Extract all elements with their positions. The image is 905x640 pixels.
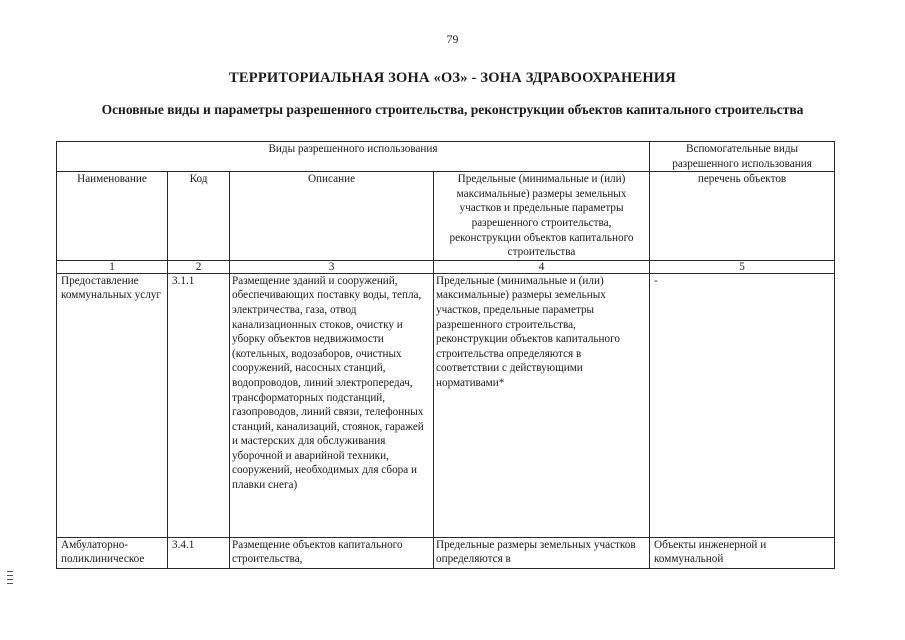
column-header-objects: перечень объектов (650, 172, 835, 261)
column-number: 1 (57, 260, 168, 273)
column-number: 2 (168, 260, 230, 273)
column-header-name: Наименование (57, 172, 168, 261)
zoning-table (56, 141, 835, 569)
row-parameters: Предельные размеры земельных участков определяются в (434, 537, 650, 568)
zone-title: ТЕРРИТОРИАЛЬНАЯ ЗОНА «ОЗ» - ЗОНА ЗДРАВООХРАНЕНИЯ (229, 70, 676, 86)
column-number: 4 (434, 260, 650, 273)
column-number: 3 (230, 260, 434, 273)
column-header-code: Код (168, 172, 230, 261)
column-number: 5 (650, 260, 835, 273)
group-header-row (57, 142, 835, 172)
row-name: Амбулаторно-поликлиническое (57, 537, 168, 568)
column-header-row (57, 172, 835, 261)
row-objects: Объекты инженерной и коммунальной (650, 537, 835, 568)
section-title: Основные виды и параметры разрешенного строительства, реконструкции объектов капитального строительства (101, 102, 804, 117)
group-header-main: Виды разрешенного использования (57, 142, 650, 172)
column-number-row (57, 260, 835, 273)
scan-margin-mark (7, 571, 13, 584)
row-description: Размещение объектов капитального строительства, (230, 537, 434, 568)
table-row (57, 537, 835, 568)
row-objects: - (650, 273, 835, 537)
table-row (57, 273, 835, 537)
group-header-auxiliary: Вспомогательные виды разрешенного использования (650, 142, 835, 172)
row-description: Размещение зданий и сооружений, обеспечивающих поставку воды, тепла, электричества, газа, отвод канализационных стоков, очистку и уборку объектов недвижимости (котельных, водозаборов, очистных сооружений, насосных станций, водопроводов, линий электропередач, трансформаторных подстанций, газопроводов, линий связи, телефонных станций, канализаций, стоянок, гаражей и мастерских для обслуживания уборочной и аварийной техники, сооружений, необходимых для сбора и плавки снега) (230, 273, 434, 537)
row-parameters: Предельные (минимальные и (или) максимальные) размеры земельных участков, предельные параметры разрешенного строительства, реконструкции объектов капитального строительства определяются в соответствии с действующими нормативами* (434, 273, 650, 537)
row-name: Предоставление коммунальных услуг (57, 273, 168, 537)
column-header-description: Описание (230, 172, 434, 261)
column-header-parameters: Предельные (минимальные и (или) максимальные) размеры земельных участков и предельные параметры разрешенного строительства, реконструкции объектов капитального строительства (434, 172, 650, 261)
row-code: 3.1.1 (168, 273, 230, 537)
row-code: 3.4.1 (168, 537, 230, 568)
page-number: 79 (446, 32, 459, 46)
